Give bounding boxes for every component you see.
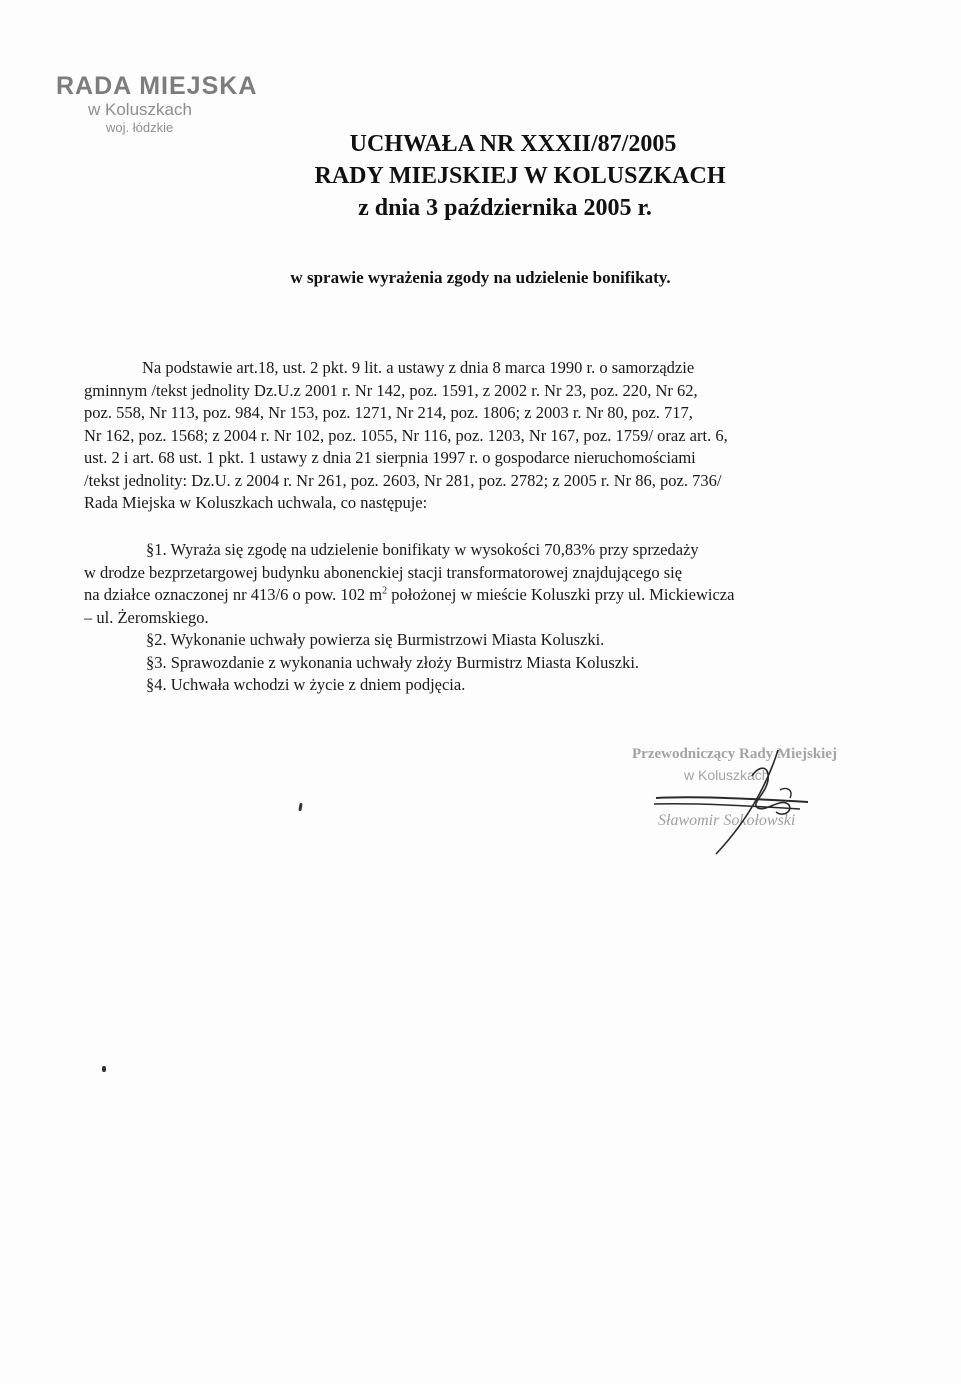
- paragraph-4: §4. Uchwała wchodzi w życie z dniem podjęcia.: [146, 675, 466, 694]
- ink-mark: [298, 803, 302, 811]
- basis-line: ust. 2 i art. 68 ust. 1 pkt. 1 ustawy z dnia 21 sierpnia 1997 r. o gospodarce nieruchomościami: [84, 448, 696, 467]
- paragraph-1-line: w drodze bezprzetargowej budynku abonenckiej stacji transformatorowej znajdującego się: [84, 562, 683, 582]
- signature-block: [630, 746, 880, 866]
- resolution-heading: [240, 128, 800, 224]
- superscript: 2: [382, 585, 388, 597]
- legal-basis: [84, 357, 884, 515]
- basis-line: Na podstawie art.18, ust. 2 pkt. 9 lit. a ustawy z dnia 8 marca 1990 r. o samorządzie: [142, 358, 695, 377]
- resolution-number: UCHWAŁA NR XXXII/87/2005: [349, 131, 677, 157]
- paragraph-3: §3. Sprawozdanie z wykonania uchwały złoży Burmistrz Miasta Koluszki.: [146, 652, 640, 672]
- basis-line: poz. 558, Nr 113, poz. 984, Nr 153, poz. 1271, Nr 214, poz. 1806; z 2003 r. Nr 80, poz. 717,: [84, 403, 693, 422]
- handwritten-signature: [630, 746, 880, 866]
- signatory-name: Sławomir Sokołowski: [658, 812, 796, 829]
- stamp-line-voivodeship: woj. łódzkie: [106, 120, 174, 135]
- basis-line: /tekst jednolity: Dz.U. z 2004 r. Nr 261, poz. 2603, Nr 281, poz. 2782; z 2005 r. Nr 86, poz. 736/: [84, 470, 722, 490]
- resolution-issuer: RADY MIEJSKIEJ W KOLUSZKACH: [314, 163, 726, 189]
- resolution-subject: w sprawie wyrażenia zgody na udzielenie bonifikaty.: [290, 268, 671, 287]
- paragraph-1-text: na działce oznaczonej nr 413/6 o pow. 102 m: [84, 585, 383, 604]
- basis-line: Nr 162, poz. 1568; z 2004 r. Nr 102, poz. 1055, Nr 116, poz. 1203, Nr 167, poz. 1759/ oraz art. 6,: [84, 425, 728, 445]
- basis-line: gminnym /tekst jednolity Dz.U.z 2001 r. Nr 142, poz. 1591, z 2002 r. Nr 23, poz. 220, Nr 62,: [84, 380, 698, 400]
- ink-mark: [102, 1066, 106, 1072]
- paragraph-1-line: [84, 584, 884, 607]
- paragraph-2: §2. Wykonanie uchwały powierza się Burmistrzowi Miasta Koluszki.: [146, 630, 605, 649]
- paragraph-1-text: położonej w mieście Koluszki przy ul. Mickiewicza: [387, 585, 735, 604]
- paragraph-1-line: §1. Wyraża się zgodę na udzielenie bonifikaty w wysokości 70,83% przy sprzedaży: [146, 540, 699, 559]
- stamp-line-town: w Koluszkach: [88, 100, 192, 119]
- signatory-title: Przewodniczący Rady Miejskiej: [632, 746, 837, 762]
- signatory-place: w Koluszkach: [684, 767, 770, 783]
- stamp-line-council: RADA MIEJSKA: [56, 72, 258, 100]
- council-stamp: [56, 72, 286, 136]
- resolution-paragraphs: [84, 539, 884, 697]
- basis-line: Rada Miejska w Koluszkach uchwala, co następuje:: [84, 493, 428, 512]
- paragraph-1-line: – ul. Żeromskiego.: [84, 607, 209, 627]
- resolution-date: z dnia 3 października 2005 r.: [358, 195, 652, 221]
